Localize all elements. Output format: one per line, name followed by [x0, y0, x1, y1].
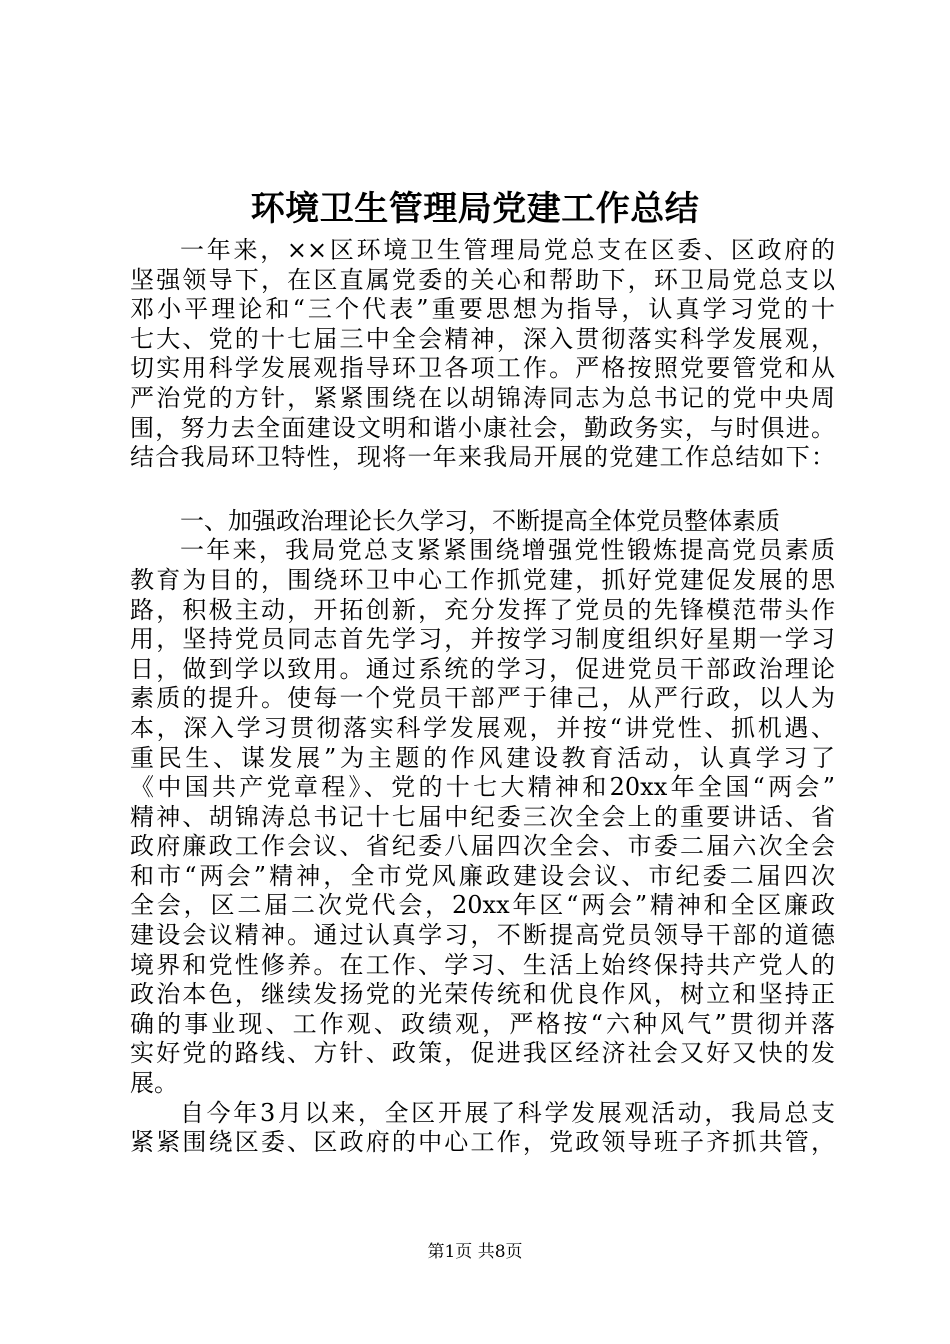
section1-paragraph — [130, 536, 835, 1098]
page-footer: 第1页 共8页 — [427, 1242, 523, 1262]
text-line: 建设会议精神。通过认真学习，不断提高党员领导干部的道德 — [130, 921, 835, 950]
document-body — [130, 236, 835, 1158]
text-line: 日，做到学以致用。通过系统的学习，促进党员干部政治理论 — [130, 654, 835, 683]
paragraph-2 — [130, 1099, 835, 1158]
text-line: 境界和党性修养。在工作、学习、生活上始终保持共产党人的 — [130, 950, 835, 979]
text-line: 切实用科学发展观指导环卫各项工作。严格按照党要管党和从 — [130, 354, 835, 383]
text-line: 素质的提升。使每一个党员干部严于律己，从严行政，以人为 — [130, 684, 835, 713]
text-line: 结合我局环卫特性，现将一年来我局开展的党建工作总结如下： — [130, 443, 835, 472]
text-line: 和市“两会”精神，全市党风廉政建设会议、市纪委二届四次 — [130, 861, 835, 890]
text-line: 围，努力去全面建设文明和谐小康社会，勤政务实，与时俱进。 — [130, 413, 835, 442]
text-line: 确的事业现、工作观、政绩观，严格按“六种风气”贯彻并落 — [130, 1009, 835, 1038]
text-line: 实好党的路线、方针、政策，促进我区经济社会又好又快的发 — [130, 1039, 835, 1068]
text-line: 政治本色，继续发扬党的光荣传统和优良作风，树立和坚持正 — [130, 980, 835, 1009]
text-line: 用，坚持党员同志首先学习，并按学习制度组织好星期一学习 — [130, 625, 835, 654]
text-line: 严治党的方针，紧紧围绕在以胡锦涛同志为总书记的党中央周 — [130, 383, 835, 412]
text-line: 一年来，我局党总支紧紧围绕增强党性锻炼提高党员素质 — [180, 536, 835, 565]
text-line: 政府廉政工作会议、省纪委八届四次全会、市委二届六次全会 — [130, 832, 835, 861]
text-line: 一年来，××区环境卫生管理局党总支在区委、区政府的 — [180, 236, 835, 264]
text-line: 精神、胡锦涛总书记十七届中纪委三次全会上的重要讲话、省 — [130, 802, 835, 831]
intro-paragraph — [130, 236, 835, 473]
text-line: 全会，区二届二次党代会，20xx年区“两会”精神和全区廉政 — [130, 891, 835, 920]
text-line: 坚强领导下，在区直属党委的关心和帮助下，环卫局党总支以 — [130, 265, 835, 294]
text-line: 本，深入学习贯彻落实科学发展观，并按“讲党性、抓机遇、 — [130, 713, 835, 742]
text-line: 展。 — [130, 1069, 178, 1098]
text-line: 自今年3月以来，全区开展了科学发展观活动，我局总支 — [180, 1098, 835, 1127]
text-line: 路，积极主动，开拓创新，充分发挥了党员的先锋模范带头作 — [130, 595, 835, 624]
text-line: 重民生、谋发展”为主题的作风建设教育活动，认真学习了 — [130, 743, 835, 772]
text-line: 七大、党的十七届三中全会精神，深入贯彻落实科学发展观， — [130, 324, 835, 353]
text-line: 邓小平理论和“三个代表”重要思想为指导，认真学习党的十 — [130, 295, 835, 324]
text-line: 紧紧围绕区委、区政府的中心工作，党政领导班子齐抓共管， — [130, 1128, 835, 1157]
section-heading: 一、加强政治理论长久学习，不断提高全体党员整体素质 — [180, 506, 780, 535]
text-line: 《中国共产党章程》、党的十七大精神和20xx年全国“两会” — [130, 773, 835, 802]
paragraph-gap — [130, 473, 835, 507]
document-title: 环境卫生管理局党建工作总结 — [250, 189, 700, 229]
text-line: 教育为目的，围绕环卫中心工作抓党建，抓好党建促发展的思 — [130, 565, 835, 594]
